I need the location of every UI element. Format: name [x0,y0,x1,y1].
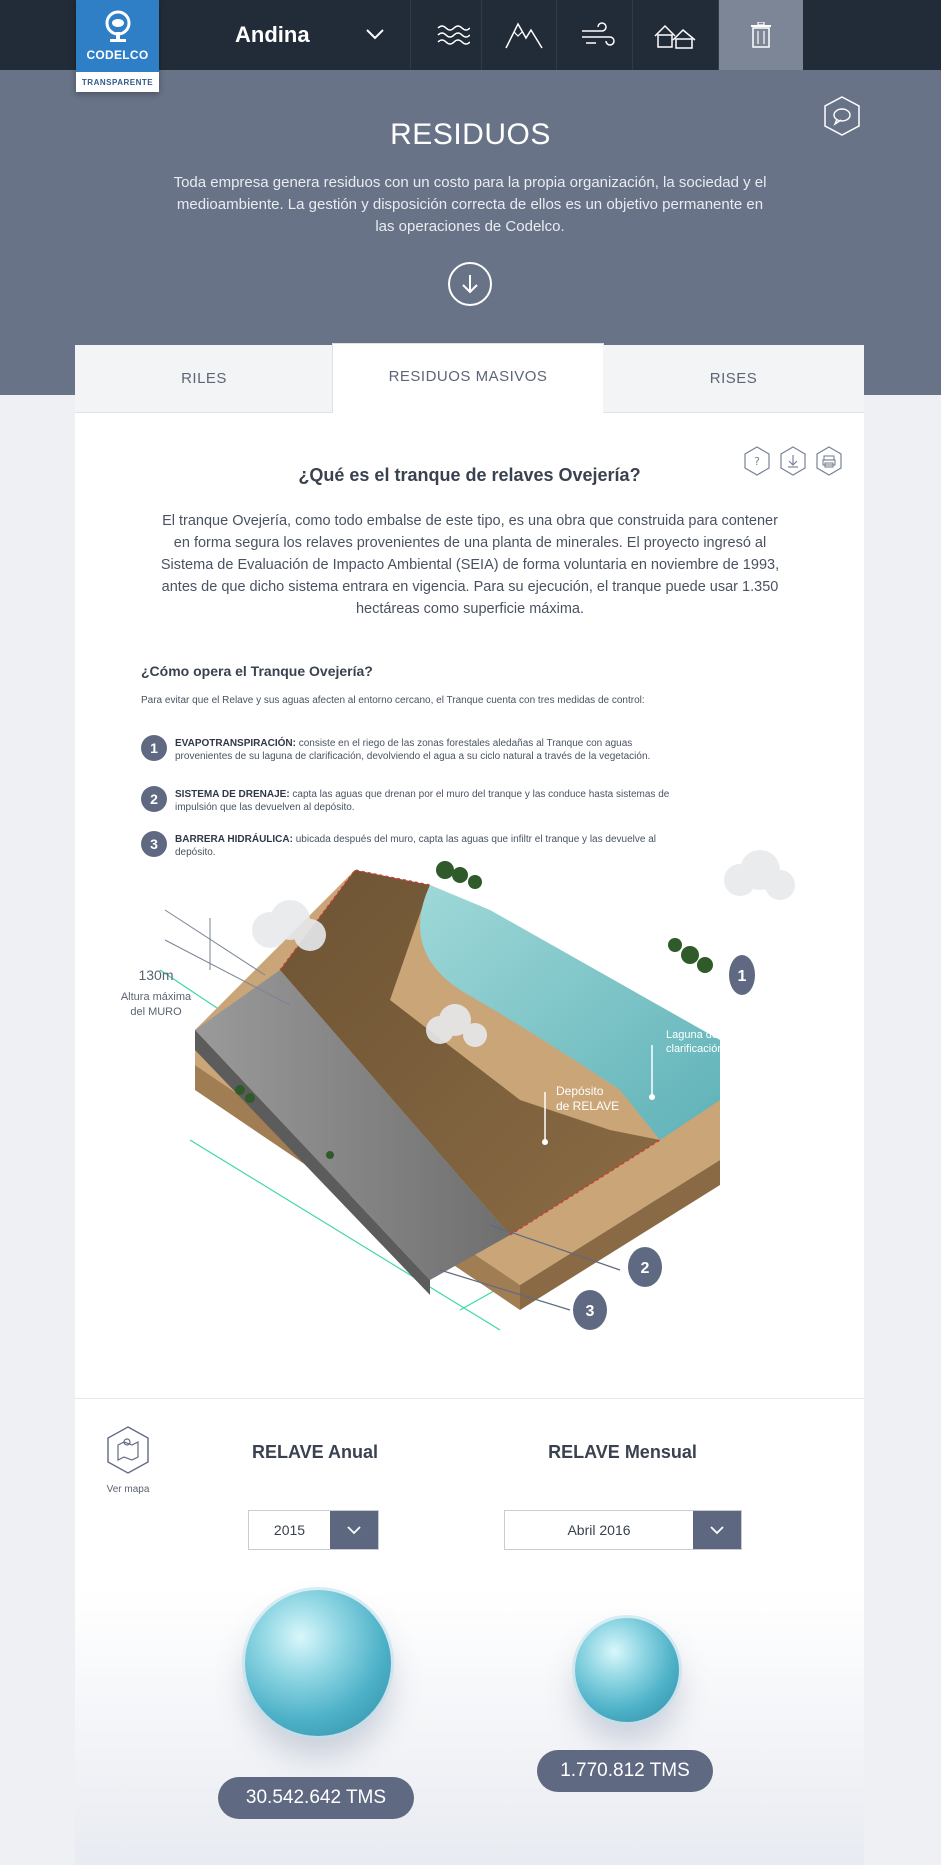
operation-title: ¿Cómo opera el Tranque Ovejería? [141,663,373,679]
tab-residuos-masivos[interactable]: RESIDUOS MASIVOS [332,343,604,413]
height-value: 130m [138,967,174,983]
wind-icon [580,22,618,48]
monthly-volume-sphere [575,1618,679,1722]
year-select[interactable] [248,1510,379,1550]
chevron-down-icon [346,1525,362,1535]
trash-icon [750,22,772,48]
deposit-label: de RELAVE [556,1099,620,1113]
measure-number: 3 [141,831,167,857]
arrow-down-icon [460,273,480,295]
map-icon [105,1425,151,1475]
nav-mountain-button[interactable] [481,0,566,70]
top-nav [0,0,941,87]
measure-text: consiste en el riego de las zonas forestales aledañas al Tranque con aguas provenientes de su laguna de clarificación, devolviendo el agua a su ciclo natural a través de la vegetación. [175,738,651,762]
deposit-label: Depósito [556,1084,604,1098]
logo-subtitle: TRANSPARENTE [81,77,154,87]
measure-item [141,735,681,763]
community-icon [653,20,697,50]
nav-wind-button[interactable] [556,0,641,70]
section-description: El tranque Ovejería, como todo embalse de este tipo, es una obra que construida para contener en forma segura los relaves provenientes de una planta de minerales. El proyecto ingresó al Sistema de Evaluación de Impacto Ambiental (SEIA) de forma voluntaria en noviembre de 1993, antes de que dicho sistema entrara en vigencia. Para su ejecución, el tranque puede usar 1.350 hectáreas como superficie máxima. [160,513,780,617]
monthly-title: RELAVE Mensual [548,1442,697,1462]
monthly-value: 1.770.812 TMS [537,1750,713,1792]
page-title: RESIDUOS [390,118,551,151]
measure-number: 1 [141,735,167,761]
view-map-button[interactable] [105,1425,151,1495]
logo-wordmark: CODELCO [86,48,149,62]
height-label: Altura máxima [120,991,192,1003]
division-selector[interactable] [160,0,410,70]
page-description: Toda empresa genera residuos con un costo para la propia organización, la sociedad y el medioambiente. La gestión y disposición correcta de ellos es un objetivo permanente en las operaciones de Codelco. [173,174,767,235]
marker-number: 1 [737,968,747,985]
comment-icon [823,95,861,137]
annual-value: 30.542.642 TMS [218,1777,414,1819]
marker-number: 2 [640,1260,650,1277]
annual-volume-sphere [245,1590,391,1736]
tab-bar [75,345,864,415]
tailings-dam-illustration [100,840,860,1350]
chevron-down-icon [365,28,385,40]
month-select-value: Abril 2016 [567,1522,631,1538]
divider [75,1398,864,1399]
operation-intro: Para evitar que el Relave y sus aguas afecten al entorno cercano, el Tranque cuenta con tres medidas de control: [141,695,645,706]
year-select-value: 2015 [273,1522,306,1538]
view-map-label: Ver mapa [106,1484,150,1495]
division-name: Andina [235,22,310,47]
measure-title: BARRERA HIDRÁULICA: [175,834,293,845]
scroll-down-button[interactable] [448,262,492,306]
measure-item [141,786,681,814]
codelco-emblem-icon [98,10,138,44]
measure-number: 2 [141,786,167,812]
svg-text:?: ? [754,455,760,468]
nav-community-button[interactable] [632,0,717,70]
measure-text: capta las aguas que drenan por el muro del tranque y las conduce hasta sistemas de impulsión que las devuelven al depósito. [175,789,670,813]
water-icon [436,22,470,48]
measure-title: SISTEMA DE DRENAJE: [175,789,290,800]
annual-title: RELAVE Anual [251,1442,378,1462]
lagoon-label: clarificación [666,1043,724,1055]
month-select[interactable] [504,1510,742,1550]
height-label: del MURO [130,1006,182,1018]
tab-rises[interactable]: RISES [603,345,864,413]
comment-button[interactable] [823,95,861,142]
chevron-down-icon [709,1525,725,1535]
mountain-icon [504,20,544,50]
marker-number: 3 [585,1303,595,1320]
lagoon-label: Laguna de [666,1029,718,1041]
nav-waste-button[interactable] [718,0,803,70]
measure-text: ubicada después del muro, capta las aguas que infiltr el tranque y las devuelve al depósito. [175,834,656,858]
tab-riles[interactable]: RILES [75,345,333,413]
section-title: ¿Qué es el tranque de relaves Ovejería? [298,465,641,485]
codelco-logo[interactable] [76,0,159,92]
measure-title: EVAPOTRANSPIRACIÓN: [175,738,296,749]
stats-background [75,1590,864,1865]
